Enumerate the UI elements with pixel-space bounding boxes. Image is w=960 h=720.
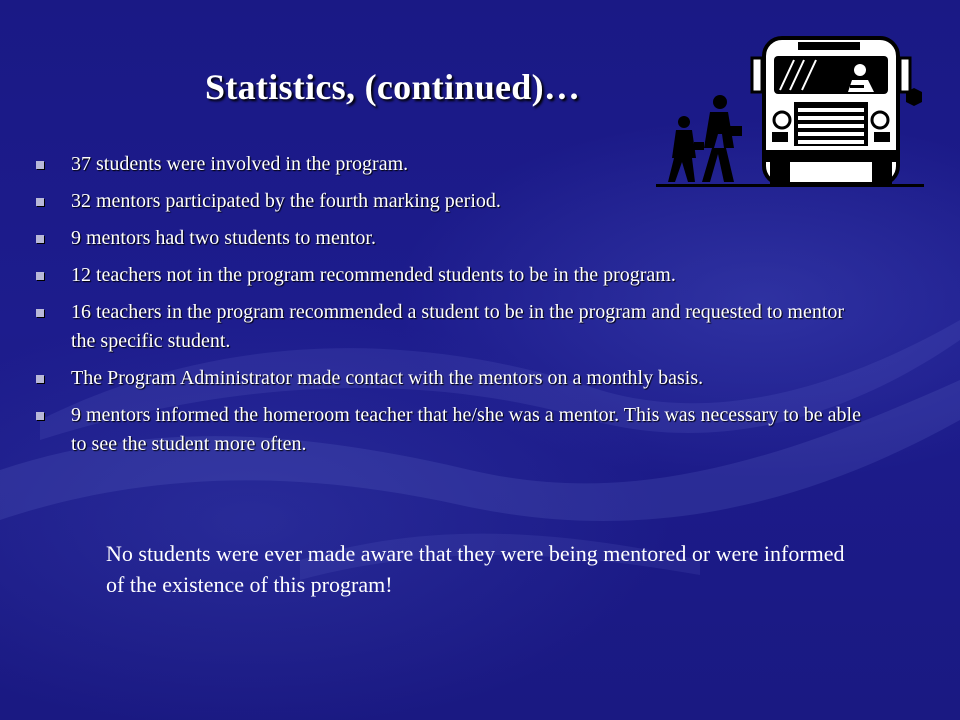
bullet-text: The Program Administrator made contact with the mentors on a monthly basis. bbox=[71, 367, 704, 389]
bullet-text: 12 teachers not in the program recommended students to be in the program. bbox=[71, 264, 676, 286]
closing-note: No students were ever made aware that they were being mentored or were informed of the existence of this program! bbox=[106, 541, 845, 597]
bullet-item bbox=[36, 261, 866, 290]
square-bullet-icon bbox=[36, 161, 44, 169]
bullet-item bbox=[36, 187, 866, 216]
bullet-item bbox=[36, 401, 866, 459]
bullet-item bbox=[36, 150, 866, 179]
square-bullet-icon bbox=[36, 309, 44, 317]
bullet-text: 37 students were involved in the program. bbox=[71, 153, 409, 175]
square-bullet-icon bbox=[36, 375, 44, 383]
bullet-text: 9 mentors had two students to mentor. bbox=[71, 227, 376, 249]
bullet-item bbox=[36, 298, 866, 356]
bullet-text: 32 mentors participated by the fourth marking period. bbox=[71, 190, 501, 212]
slide-title: Statistics, (continued)… bbox=[205, 67, 581, 107]
square-bullet-icon bbox=[36, 412, 44, 420]
square-bullet-icon bbox=[36, 235, 44, 243]
bullet-text: 16 teachers in the program recommended a student to be in the program and requested to mentor the specific student. bbox=[71, 301, 845, 352]
square-bullet-icon bbox=[36, 198, 44, 206]
bullet-text: 9 mentors informed the homeroom teacher that he/she was a mentor. This was necessary to be able to see the student more often. bbox=[71, 404, 861, 455]
square-bullet-icon bbox=[36, 272, 44, 280]
statistics-bullet-list bbox=[36, 150, 866, 467]
bullet-item bbox=[36, 224, 866, 253]
bullet-item bbox=[36, 364, 866, 393]
